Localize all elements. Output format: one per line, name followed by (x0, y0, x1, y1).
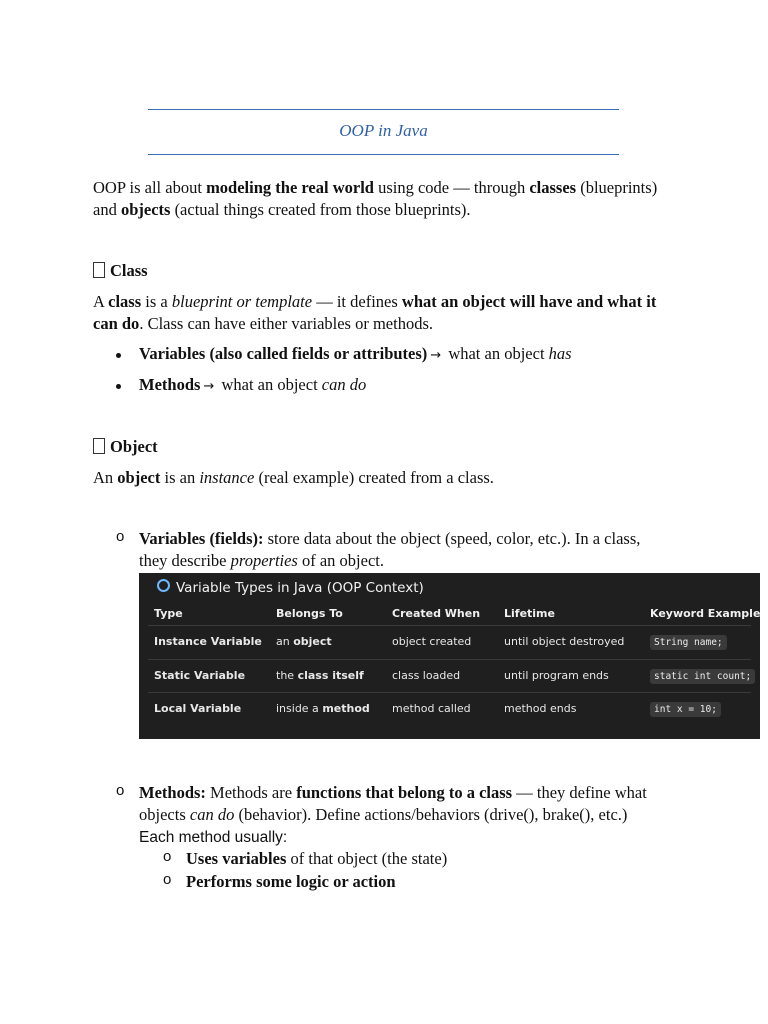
magnifier-icon (157, 579, 170, 592)
missing-glyph-icon (93, 438, 105, 454)
header-lifetime: Lifetime (504, 607, 555, 620)
cell-type: Local Variable (154, 702, 242, 715)
cell-belongs-to: an object (276, 635, 332, 648)
object-paragraph: An object is an instance (real example) created from a class. (93, 468, 494, 487)
list-marker: o (163, 871, 172, 888)
header-created-when: Created When (392, 607, 481, 620)
class-paragraph: A class is a blueprint or template — it defines what an object will have and what it can do. Class can have either variables or methods. (93, 292, 657, 333)
cell-keyword-example: static int count; (650, 669, 755, 682)
cell-lifetime: until program ends (504, 669, 609, 682)
cell-created-when: class loaded (392, 669, 461, 682)
class-bullet-methods: Methods → what an object can do (139, 375, 367, 394)
intro-paragraph: OOP is all about modeling the real world using code — through classes (blueprints) and objects (actual things created from those blueprints). (93, 178, 658, 219)
cell-keyword-example: int x = 10; (650, 702, 721, 715)
cell-type: Instance Variable (154, 635, 262, 648)
cell-created-when: method called (392, 702, 471, 715)
class-bullet-variables: Variables (also called fields or attributes) → what an object has (139, 344, 572, 363)
cell-belongs-to: the class itself (276, 669, 364, 682)
cell-belongs-to: inside a method (276, 702, 370, 715)
document-title: OOP in Java (339, 121, 428, 140)
cell-created-when: object created (392, 635, 472, 648)
missing-glyph-icon (93, 262, 105, 278)
variable-types-table-image (139, 573, 760, 739)
cell-lifetime: until object destroyed (504, 635, 625, 648)
bullet-dot (116, 384, 121, 389)
table-title: Variable Types in Java (OOP Context) (157, 579, 424, 596)
table-row (148, 692, 751, 726)
title-rule-top (148, 109, 619, 110)
header-type: Type (154, 607, 183, 620)
methods-sub-item: Performs some logic or action (186, 872, 396, 891)
cell-keyword-example: String name; (650, 635, 727, 648)
cell-lifetime: method ends (504, 702, 577, 715)
list-marker: o (116, 528, 125, 545)
variables-item: Variables (fields): store data about the object (speed, color, etc.). In a class, they describe properties of an object. (139, 529, 641, 570)
list-marker: o (163, 848, 172, 865)
methods-sub-item: Uses variables of that object (the state) (186, 849, 448, 868)
class-heading: Class (93, 261, 148, 281)
cell-type: Static Variable (154, 669, 246, 682)
list-marker: o (116, 782, 125, 799)
bullet-dot (116, 353, 121, 358)
object-heading: Object (93, 437, 158, 457)
table-row (148, 625, 751, 659)
header-keyword-example: Keyword Example (650, 607, 761, 620)
header-belongs-to: Belongs To (276, 607, 343, 620)
table-row (148, 659, 751, 693)
title-rule-bottom (148, 154, 619, 155)
methods-item: Methods: Methods are functions that belong to a class — they define what objects can do (behavior). Define actions/behaviors (drive(), brake(), etc.) Each method usually: (139, 783, 647, 846)
